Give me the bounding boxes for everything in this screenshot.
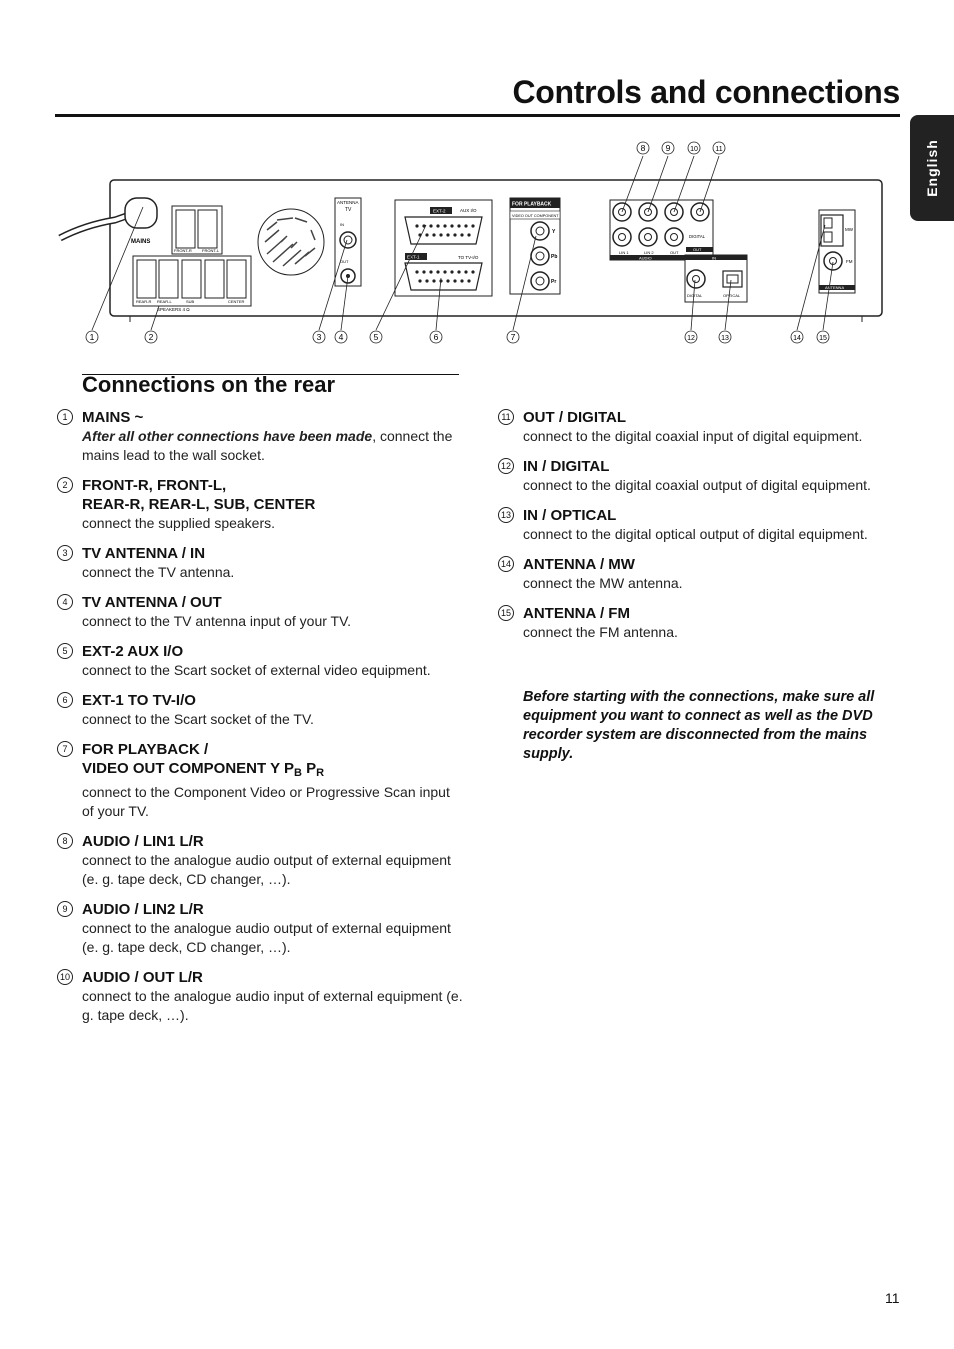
list-item-out-digital [496,408,896,446]
list-item-antenna-fm [496,604,896,642]
front-l-label: FRONT-L [202,248,220,253]
tv-label: TV [345,207,352,213]
item-number: 4 [57,594,73,610]
list-item-ext1 [55,691,465,729]
item-description: connect the supplied speakers. [82,515,276,531]
lin2-label: LIN 2 [644,250,654,255]
svg-text:12: 12 [687,335,695,342]
callout-3 [313,331,325,343]
item-description: connect to the Scart socket of external video equipment. [82,662,431,678]
callout-2 [145,331,157,343]
svg-text:10: 10 [690,146,698,153]
page-title: Controls and connections [512,74,900,110]
list-item-in-digital [496,457,896,495]
svg-text:14: 14 [793,335,801,342]
item-title: EXT-1 TO TV-I/O [82,692,196,709]
list-item-audio-lin1 [55,832,465,889]
svg-text:8: 8 [640,143,646,153]
item-title: AUDIO / OUT L/R [82,969,203,986]
item-description: connect to the analogue audio input of external equipment (e. g. tape deck, …). [82,988,463,1023]
lin1-label: LIN 1 [619,250,629,255]
item-number: 7 [57,741,73,757]
item-number: 5 [57,643,73,659]
item-title: IN / DIGITAL [523,458,610,475]
item-description: connect to the TV antenna input of your TV. [82,613,352,629]
audio-label: AUDIO [639,255,652,261]
item-description: connect the MW antenna. [523,575,683,591]
antenna-tv-label: ANTENNA [337,200,359,205]
to-tv-io-label: TO TV-I/O [458,255,479,260]
item-description [82,427,465,465]
item-number: 10 [57,969,73,985]
list-item-ext2 [55,642,465,680]
item-number: 6 [57,692,73,708]
list-item-in-optical [496,506,896,544]
item-title: TV ANTENNA / IN [82,545,206,562]
item-description: connect to the analogue audio output of external equipment (e. g. tape deck, CD changer, …). [82,852,451,887]
list-item-tv-antenna-in [55,544,465,582]
item-emphasis: After all other connections have been made [82,428,373,444]
callout-10 [688,142,700,154]
list-item-audio-lin2 [55,900,465,957]
section-title: Connections on the rear [82,372,336,397]
callout-4 [335,331,347,343]
item-number: 8 [57,833,73,849]
item-description: connect to the Scart socket of the TV. [82,711,314,727]
item-description-text: , connect the mains lead to the wall socket. [82,428,453,463]
svg-text:11: 11 [715,146,723,153]
svg-text:13: 13 [721,335,729,342]
connections-list-left [55,408,465,1036]
item-description: connect to the analogue audio output of external equipment (e. g. tape deck, CD changer, …). [82,920,451,955]
ext1-label: EXT-1 [407,254,420,260]
optical-label: OPTICAL [723,293,741,298]
item-title: AUDIO / LIN1 L/R [82,833,204,850]
digital-in-label: IN [712,255,716,261]
safety-note: Before starting with the connections, make sure all equipment you want to connect as well as the DVD recorder system are disconnected from the mains supply. [523,689,875,762]
item-description: connect to the Component Video or Progressive Scan input of your TV. [82,784,450,819]
aux-io-label: AUX I/O [460,208,477,213]
item-number: 3 [57,545,73,561]
mw-label: MW [845,227,853,232]
item-title: FRONT-R, FRONT-L, [82,477,227,494]
callout-14 [791,331,803,343]
callout-12 [685,331,697,343]
item-number: 13 [498,507,514,523]
for-playback-label: FOR PLAYBACK [512,201,552,208]
svg-text:6: 6 [433,332,439,342]
callout-8 [637,142,649,154]
callout-5 [370,331,382,343]
list-item-mains [55,408,465,465]
callout-1 [86,331,98,343]
subscript-b: B [293,767,302,779]
list-item-speakers [55,476,465,533]
connections-list-right [496,408,896,653]
item-title: EXT-2 AUX I/O [82,643,184,660]
svg-text:15: 15 [819,335,827,342]
item-number: 12 [498,458,514,474]
item-title-mid: P [301,760,317,777]
front-r-label: FRONT-R [174,248,192,253]
item-number: 2 [57,477,73,493]
item-description: connect the FM antenna. [523,624,678,640]
callout-7 [507,331,519,343]
item-number: 11 [498,409,514,425]
list-item-tv-antenna-out [55,593,465,631]
item-title: ANTENNA / FM [523,605,630,622]
mains-label: MAINS [131,239,151,245]
pb-label: Pb [551,254,558,260]
tv-in-label: IN [340,222,344,227]
item-number: 15 [498,605,514,621]
svg-text:1: 1 [89,332,95,342]
item-number: 1 [57,409,73,425]
svg-text:3: 3 [316,332,322,342]
tv-out-label: OUT [340,259,349,264]
rear-r-label: REAR-R [136,299,152,304]
callout-15 [817,331,829,343]
callout-6 [430,331,442,343]
rear-panel-diagram [55,130,900,355]
sub-label: SUB [186,299,195,304]
language-tab-label: English [924,139,940,197]
item-title: AUDIO / LIN2 L/R [82,901,204,918]
item-description: connect the TV antenna. [82,564,235,580]
svg-text:5: 5 [373,332,379,342]
subscript-r: R [316,767,325,779]
out-label: OUT [693,247,702,253]
antenna-am-fm-label: ANTENNA [825,285,845,291]
digital-out-label: DIGITAL [689,234,705,239]
audio-out-label: OUT [670,250,679,255]
coax-digital-label: DIGITAL [687,293,703,298]
callout-9 [662,142,674,154]
callout-13 [719,331,731,343]
list-item-component-video [55,740,465,821]
item-title-line2 [82,759,465,783]
svg-text:4: 4 [338,332,344,342]
center-label: CENTER [228,299,245,304]
item-description: connect to the digital optical output of digital equipment. [523,526,868,542]
callout-11 [713,142,725,154]
language-tab [910,115,954,221]
speakers-label: SPEAKERS 4 Ω [157,307,190,312]
item-title: FOR PLAYBACK / [82,741,209,758]
item-description: connect to the digital coaxial output of digital equipment. [523,477,871,493]
item-description: connect to the digital coaxial input of digital equipment. [523,428,863,444]
item-title: MAINS ~ [82,409,144,426]
svg-text:2: 2 [148,332,154,342]
item-number: 9 [57,901,73,917]
title-rule [55,114,900,117]
video-out-component-label: VIDEO OUT COMPONENT [512,214,559,218]
pr-label: Pr [551,279,557,285]
item-number: 14 [498,556,514,572]
rear-l-label: REAR-L [157,299,172,304]
fm-label: FM [846,259,853,264]
item-title: OUT / DIGITAL [523,409,627,426]
svg-text:7: 7 [510,332,516,342]
item-title: IN / OPTICAL [523,507,617,524]
svg-text:9: 9 [665,143,671,153]
list-item-antenna-mw [496,555,896,593]
page-number: 11 [885,1290,900,1306]
item-title: ANTENNA / MW [523,556,635,573]
y-label: Y [552,229,556,235]
item-title-line2: REAR-R, REAR-L, SUB, CENTER [82,496,316,513]
item-title-text: VIDEO OUT COMPONENT Y P [82,760,294,777]
ext2-label: EXT-2 [433,208,446,214]
item-title: TV ANTENNA / OUT [82,594,222,611]
list-item-audio-out [55,968,465,1025]
